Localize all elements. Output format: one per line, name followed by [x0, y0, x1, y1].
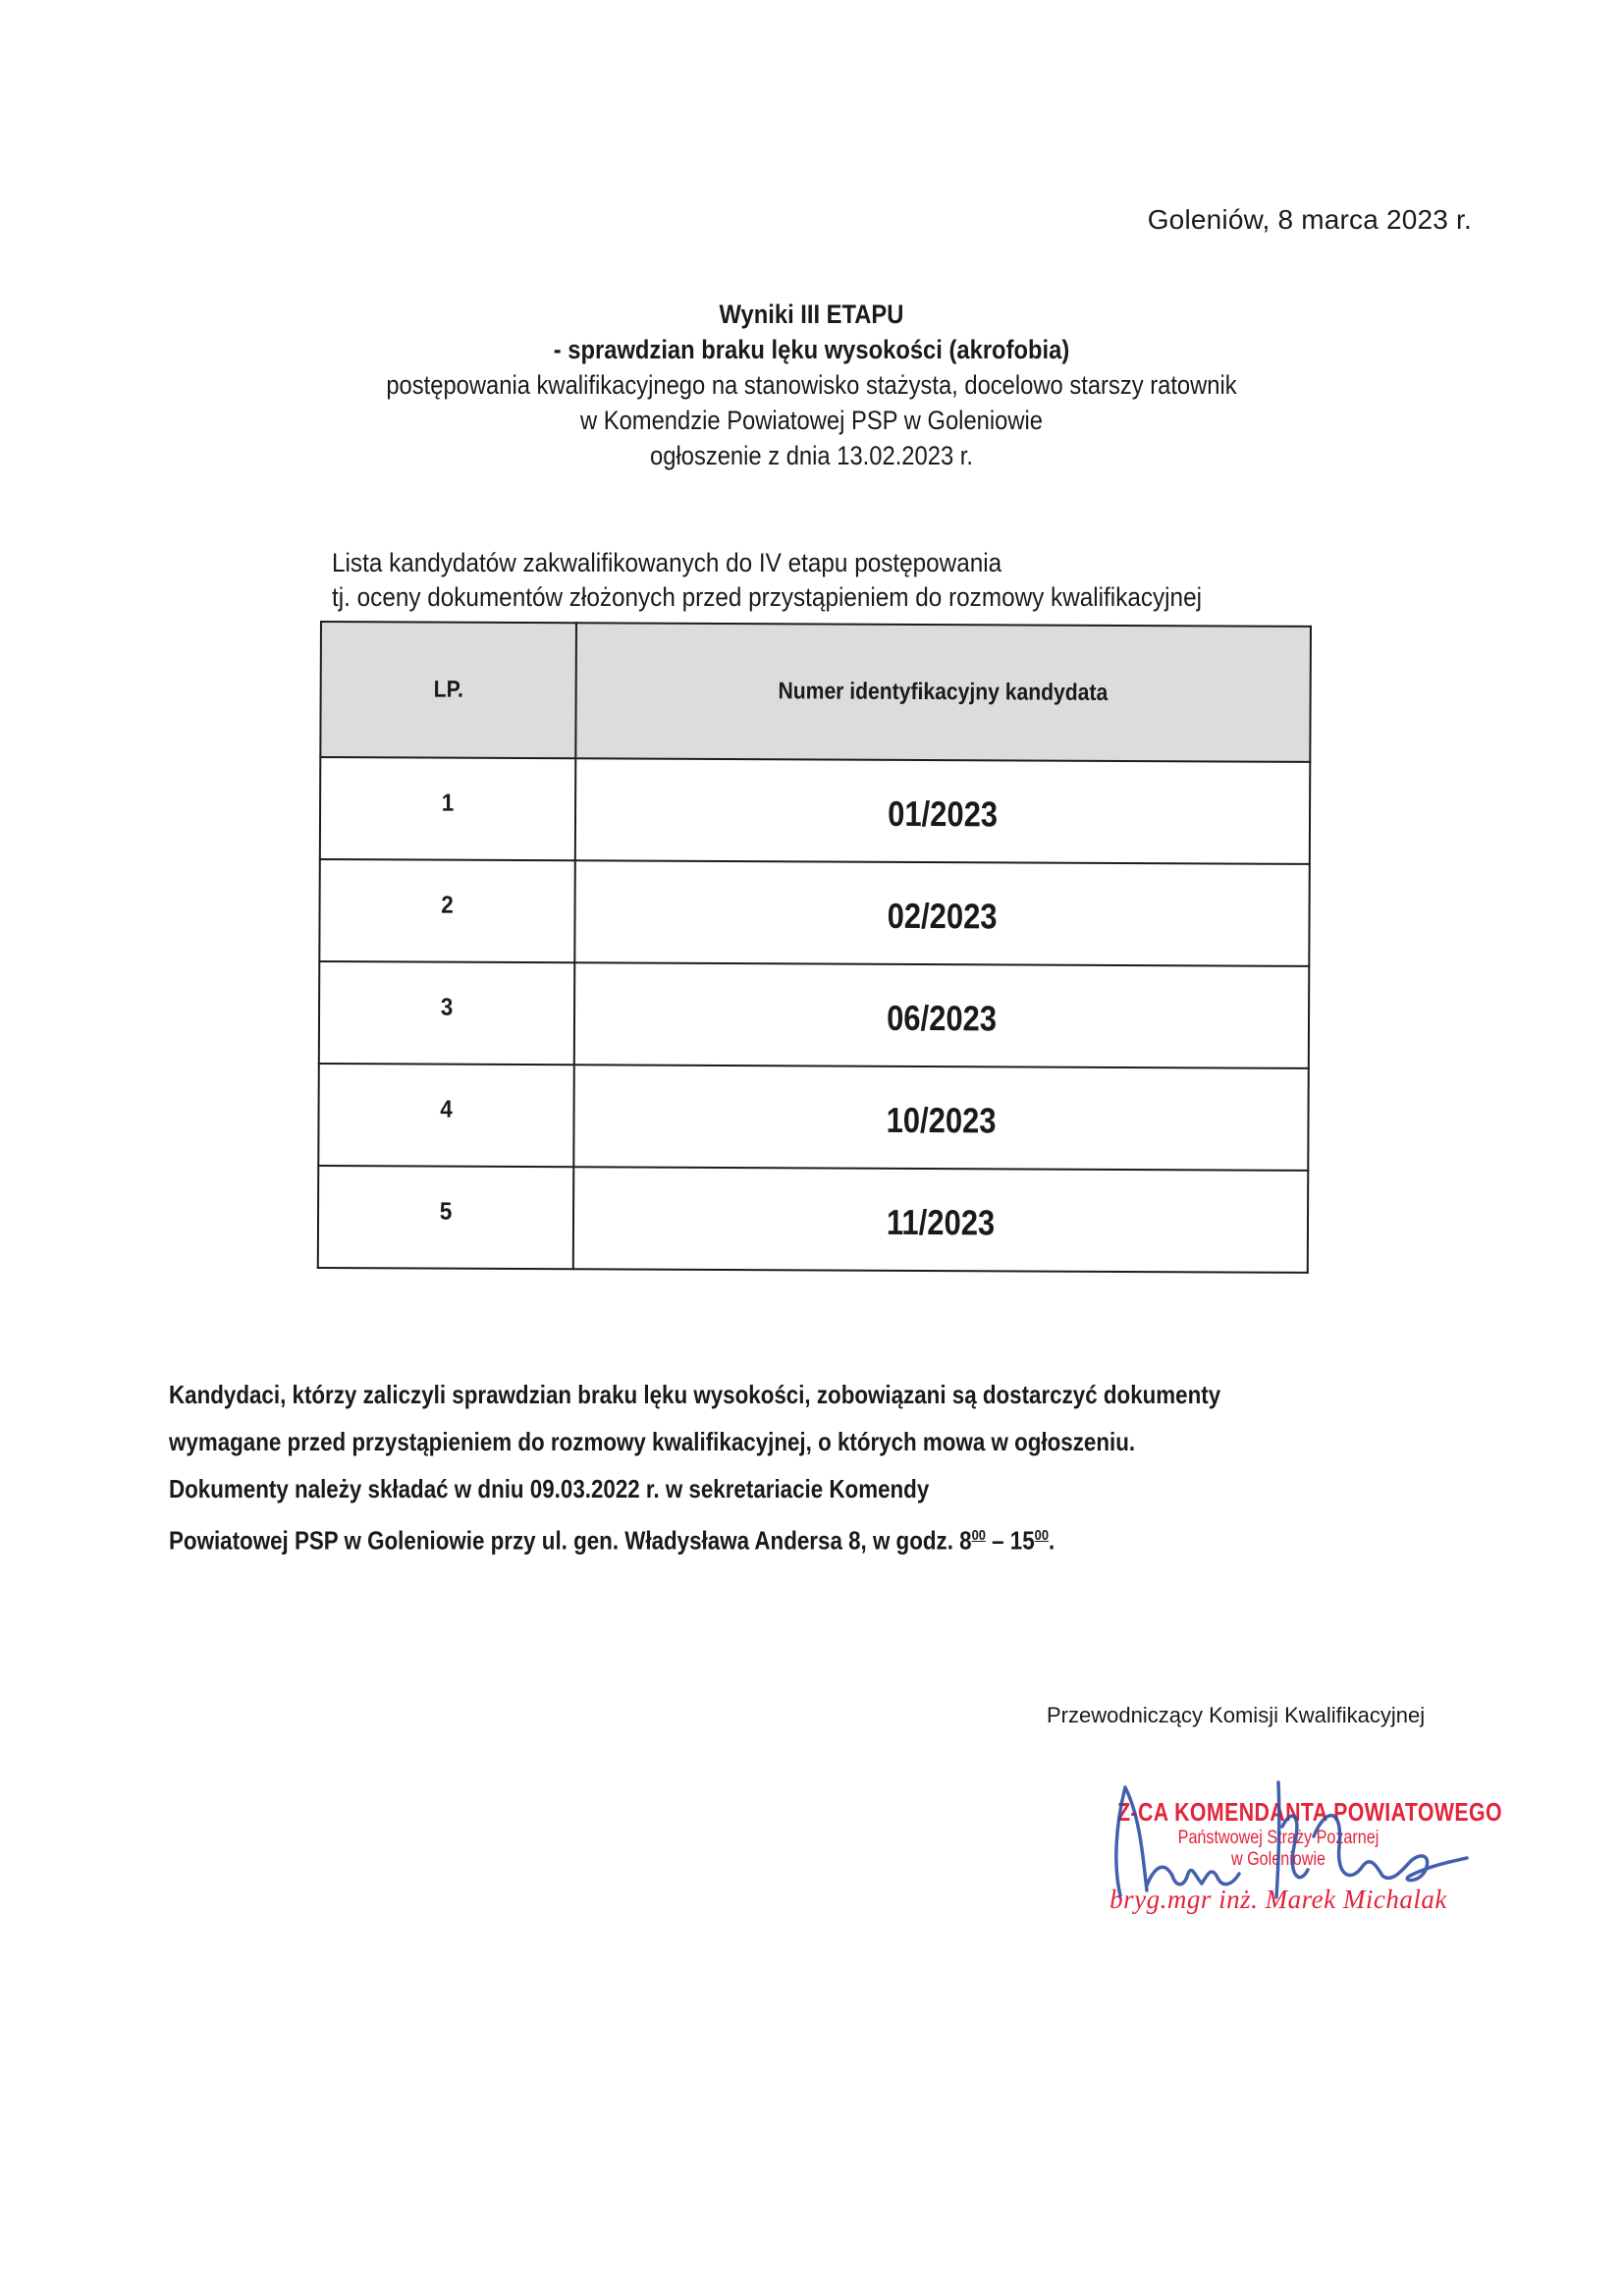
title-unit: w Komendzie Powiatowej PSP w Goleniowie [579, 406, 1044, 435]
row-lp: 2 [319, 859, 575, 962]
table-row [319, 859, 1309, 966]
list-intro [332, 546, 1202, 615]
intro-line-2: tj. oceny dokumentów złożonych przed przystąpieniem do rozmowy kwalifikacyjnej [332, 582, 1202, 612]
row-candidate-id: 11/2023 [573, 1167, 1308, 1273]
row-candidate-id: 10/2023 [573, 1065, 1308, 1171]
stamp-signatory-name: bryg.mgr inż. Marek Michalak [1109, 1885, 1447, 1914]
header-candidate-id: Numer identyfikacyjny kandydata [575, 623, 1311, 762]
candidates-table [317, 621, 1312, 1274]
table-row [318, 1064, 1308, 1171]
row-lp: 5 [318, 1166, 574, 1269]
signatory-role: Przewodniczący Komisji Kwalifikacyjnej [1047, 1703, 1426, 1727]
notice-line-2: wymagane przed przystąpieniem do rozmowy kwalifikacyjnej, o których mowa w ogłoszeniu. [169, 1427, 1136, 1456]
title-procedure: postępowania kwalifikacyjnego na stanowisko stażysta, docelowo starszy ratownik [386, 370, 1237, 400]
table-row [318, 1166, 1308, 1273]
title-subject: - sprawdzian braku lęku wysokości (akrofobia) [553, 335, 1070, 364]
notice-paragraph [169, 1371, 1220, 1564]
row-candidate-id: 06/2023 [574, 962, 1309, 1068]
row-lp: 3 [319, 961, 575, 1065]
row-lp: 1 [320, 757, 576, 860]
handwritten-signature-icon [1086, 1768, 1503, 1905]
document-title-block [0, 297, 1623, 473]
table-header-row [320, 622, 1311, 762]
hour-to-minutes: 00 [1034, 1527, 1050, 1544]
notice-line-1: Kandydaci, którzy zaliczyli sprawdzian braku lęku wysokości, zobowiązani są dostarczyć dokumenty [169, 1380, 1221, 1409]
candidates-table-wrapper [317, 621, 1310, 1274]
hour-from-minutes: 00 [971, 1527, 986, 1544]
stamp-institution: Państwowej Straży Pożarnej [1177, 1828, 1380, 1848]
intro-line-1: Lista kandydatów zakwalifikowanych do IV etapu postępowania [332, 548, 1002, 577]
table-row [319, 961, 1309, 1068]
title-announcement-date: ogłoszenie z dnia 13.02.2023 r. [650, 441, 973, 470]
stamp-title: Z-CA KOMENDANTA POWIATOWEGO [1117, 1797, 1503, 1827]
notice-line-3: Dokumenty należy składać w dniu 09.03.2022 r. w sekretariacie Komendy [169, 1474, 930, 1503]
header-lp: LP. [320, 622, 576, 758]
row-candidate-id: 01/2023 [575, 758, 1310, 864]
stamp-location: w Goleniowie [1230, 1849, 1326, 1870]
signature-block [1047, 1703, 1503, 1914]
place-and-date: Goleniów, 8 marca 2023 r. [1147, 204, 1472, 235]
row-lp: 4 [318, 1064, 574, 1167]
table-row [320, 757, 1310, 864]
row-candidate-id: 02/2023 [574, 860, 1309, 966]
title-stage: Wyniki III ETAPU [719, 300, 904, 329]
notice-line-4: Powiatowej PSP w Goleniowie przy ul. gen. Władysława Andersa 8, w godz. $8^{00} - 15^{00}$. [169, 1525, 1055, 1556]
